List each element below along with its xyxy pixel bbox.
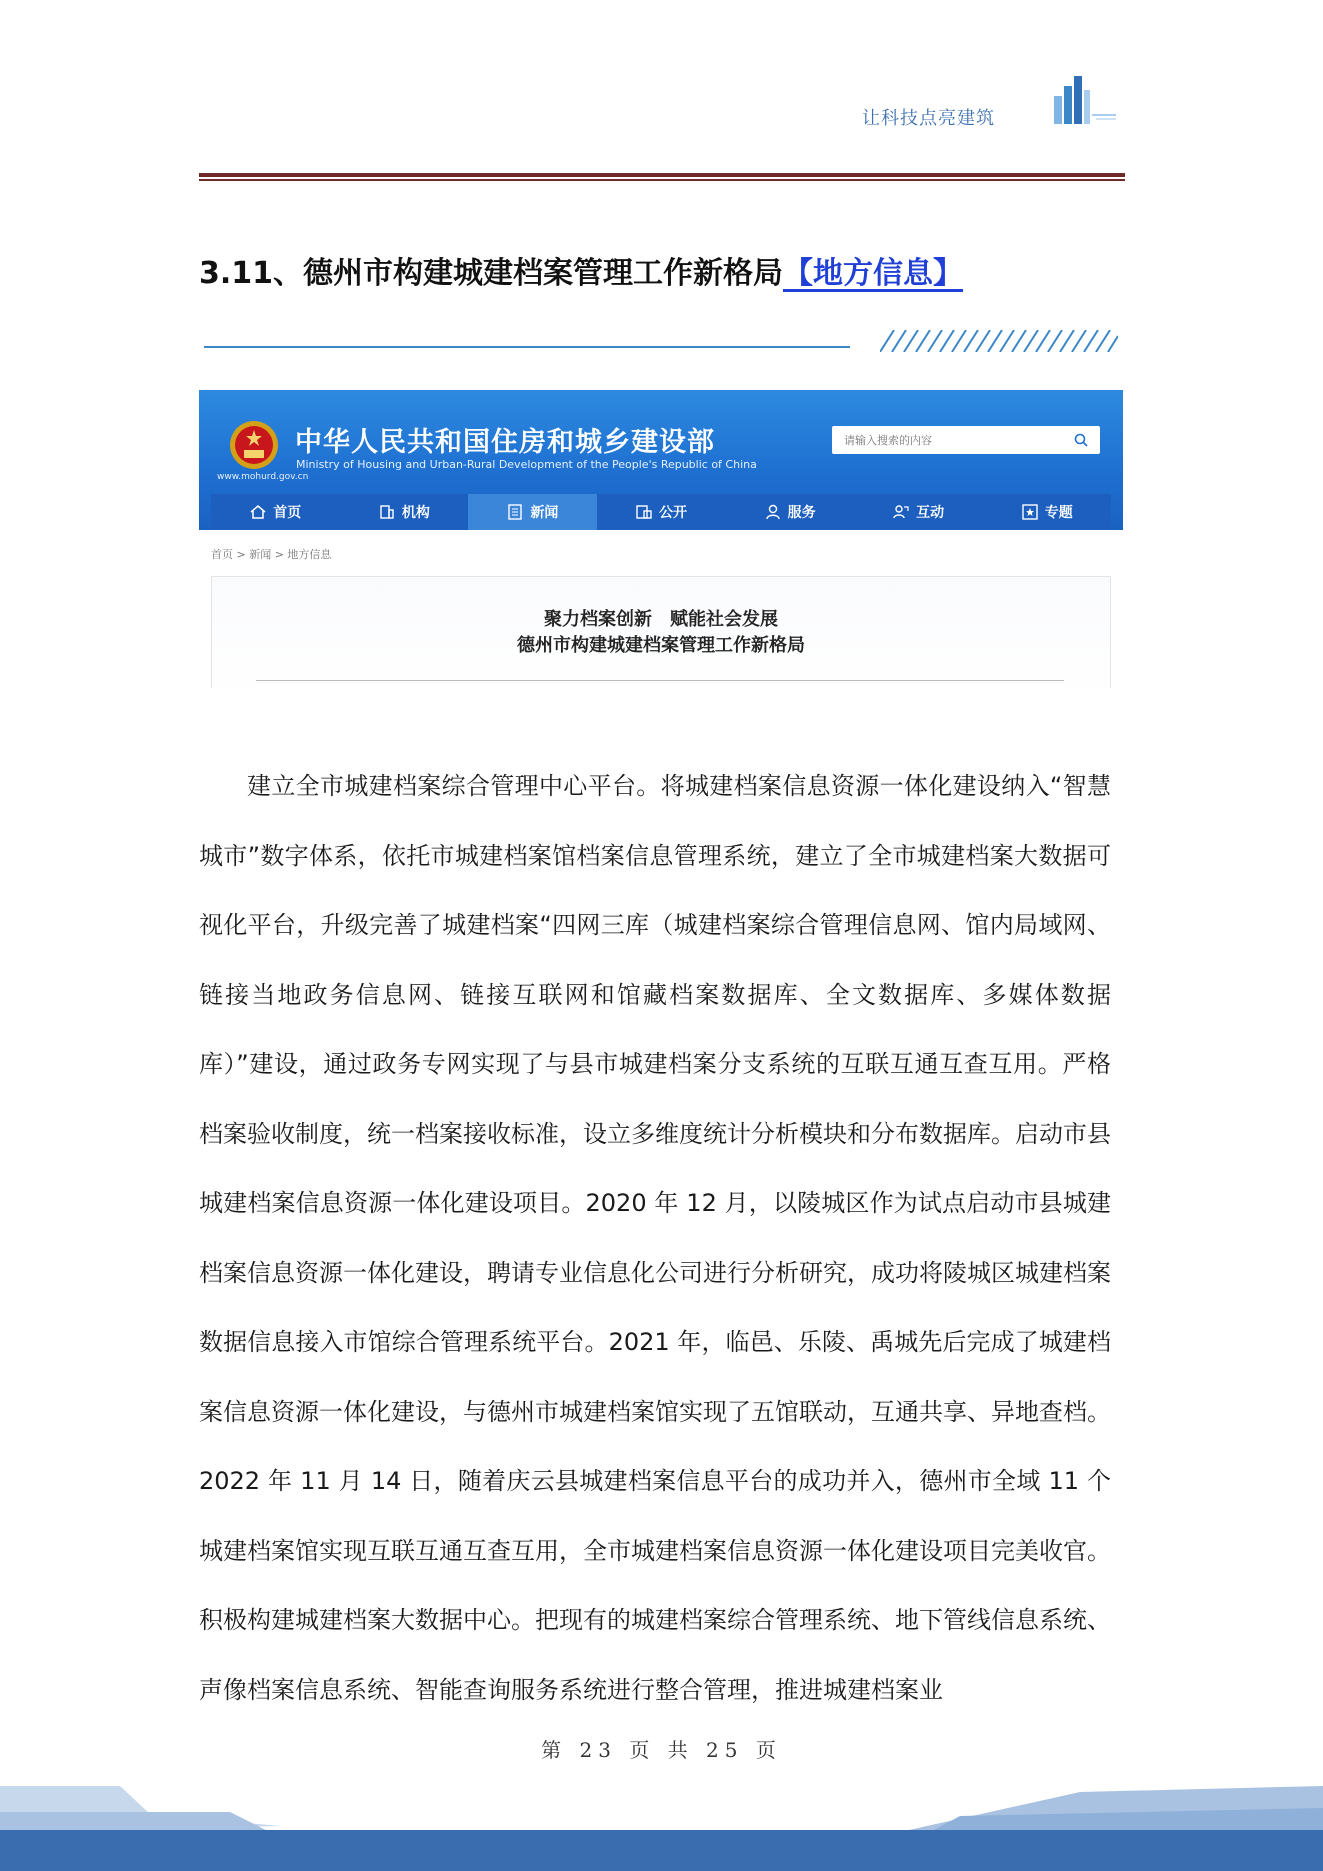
article-header-box [211, 576, 1111, 688]
header-rule [199, 173, 1125, 177]
header-rule-thin [199, 179, 1125, 181]
title-underline [204, 346, 850, 348]
site-search-input[interactable] [842, 426, 1066, 454]
page-number: 第 23 页 共 25 页 [541, 1738, 782, 1762]
user-service-icon [764, 503, 782, 521]
nav-label: 公开 [659, 505, 688, 521]
brand-slogan: 让科技点亮建筑 [862, 108, 995, 129]
site-search-box [832, 426, 1100, 454]
site-nav [211, 494, 1111, 530]
document-icon [635, 503, 653, 521]
nav-item-topics[interactable] [982, 494, 1111, 530]
nav-label: 互动 [916, 505, 945, 521]
nav-label: 机构 [401, 505, 430, 521]
body-text [199, 752, 1111, 1725]
site-banner [199, 390, 1123, 530]
building-icon [378, 503, 396, 521]
section-title [199, 248, 963, 292]
news-icon [506, 503, 524, 521]
article-divider [256, 680, 1064, 681]
site-name-cn: 中华人民共和国住房和城乡建设部 [295, 427, 715, 458]
body-paragraph: 建立全市城建档案综合管理中心平台。将城建档案信息资源一体化建设纳入“智慧城市”数字体系，依托市城建档案馆档案信息管理系统，建立了全市城建档案大数据可视化平台，升级完善了城建档案“四网三库（城建档案综合管理信息网、馆内局域网、链接当地政务信息网、链接互联网和馆藏档案数据库、全文数据库、多媒体数据库）”建设，通过政务专网实现了与县市城建档案分支系统的互联互通互查互用。严格档案验收制度，统一档案接收标准，设立多维度统计分析模块和分布数据库。启动市县城建档案信息资源一体化建设项目。2020 年 12 月，以陵城区作为试点启动市县城建档案信息资源一体化建设，聘请专业信息化公司进行分析研究，成功将陵城区城建档案数据信息接入市馆综合管理系统平台。2021 年，临邑、乐陵、禹城先后完成了城建档案信息资源一体化建设，与德州市城建档案馆实现了五馆联动，互通共享、异地查档。2022 年 11 月 14 日，随着庆云县城建档案信息平台的成功并入，德州市全域 11 个城建档案馆实现互联互通互查互用，全市城建档案信息资源一体化建设项目完美收官。积极构建城建档案大数据中心。把现有的城建档案综合管理系统、地下管线信息系统、声像档案信息系统、智能查询服务系统进行整合管理，推进城建档案业 [199, 772, 1111, 1704]
section-title-text: 3.11、德州市构建城建档案管理工作新格局 [199, 256, 784, 291]
nav-item-home[interactable] [211, 494, 340, 530]
hatch-decoration [880, 330, 1118, 352]
website-screenshot [199, 390, 1123, 688]
nav-label: 新闻 [530, 505, 559, 521]
nav-item-institutions[interactable] [340, 494, 469, 530]
home-icon [249, 503, 267, 521]
nav-label: 专题 [1044, 505, 1073, 521]
nav-item-news[interactable] [468, 494, 597, 530]
national-emblem-icon [229, 420, 279, 470]
star-icon [1021, 503, 1039, 521]
article-heading-2: 德州市构建城建档案管理工作新格局 [517, 635, 805, 656]
interaction-icon [892, 503, 910, 521]
building-logo-icon [1052, 74, 1118, 126]
article-heading-1: 聚力档案创新 赋能社会发展 [544, 609, 778, 630]
site-url: www.mohurd.gov.cn [217, 472, 309, 482]
site-name-en: Ministry of Housing and Urban-Rural Development of the People's Republic of China [296, 458, 757, 471]
search-icon[interactable] [1074, 433, 1088, 447]
section-tag-link[interactable]: 【地方信息】 [783, 256, 964, 291]
nav-label: 首页 [273, 505, 302, 521]
nav-item-public[interactable] [597, 494, 726, 530]
nav-item-interaction[interactable] [854, 494, 983, 530]
footer-decoration [0, 1786, 1323, 1871]
site-breadcrumb: 首页 > 新闻 > 地方信息 [211, 548, 332, 561]
nav-item-services[interactable] [725, 494, 854, 530]
nav-label: 服务 [787, 505, 816, 521]
